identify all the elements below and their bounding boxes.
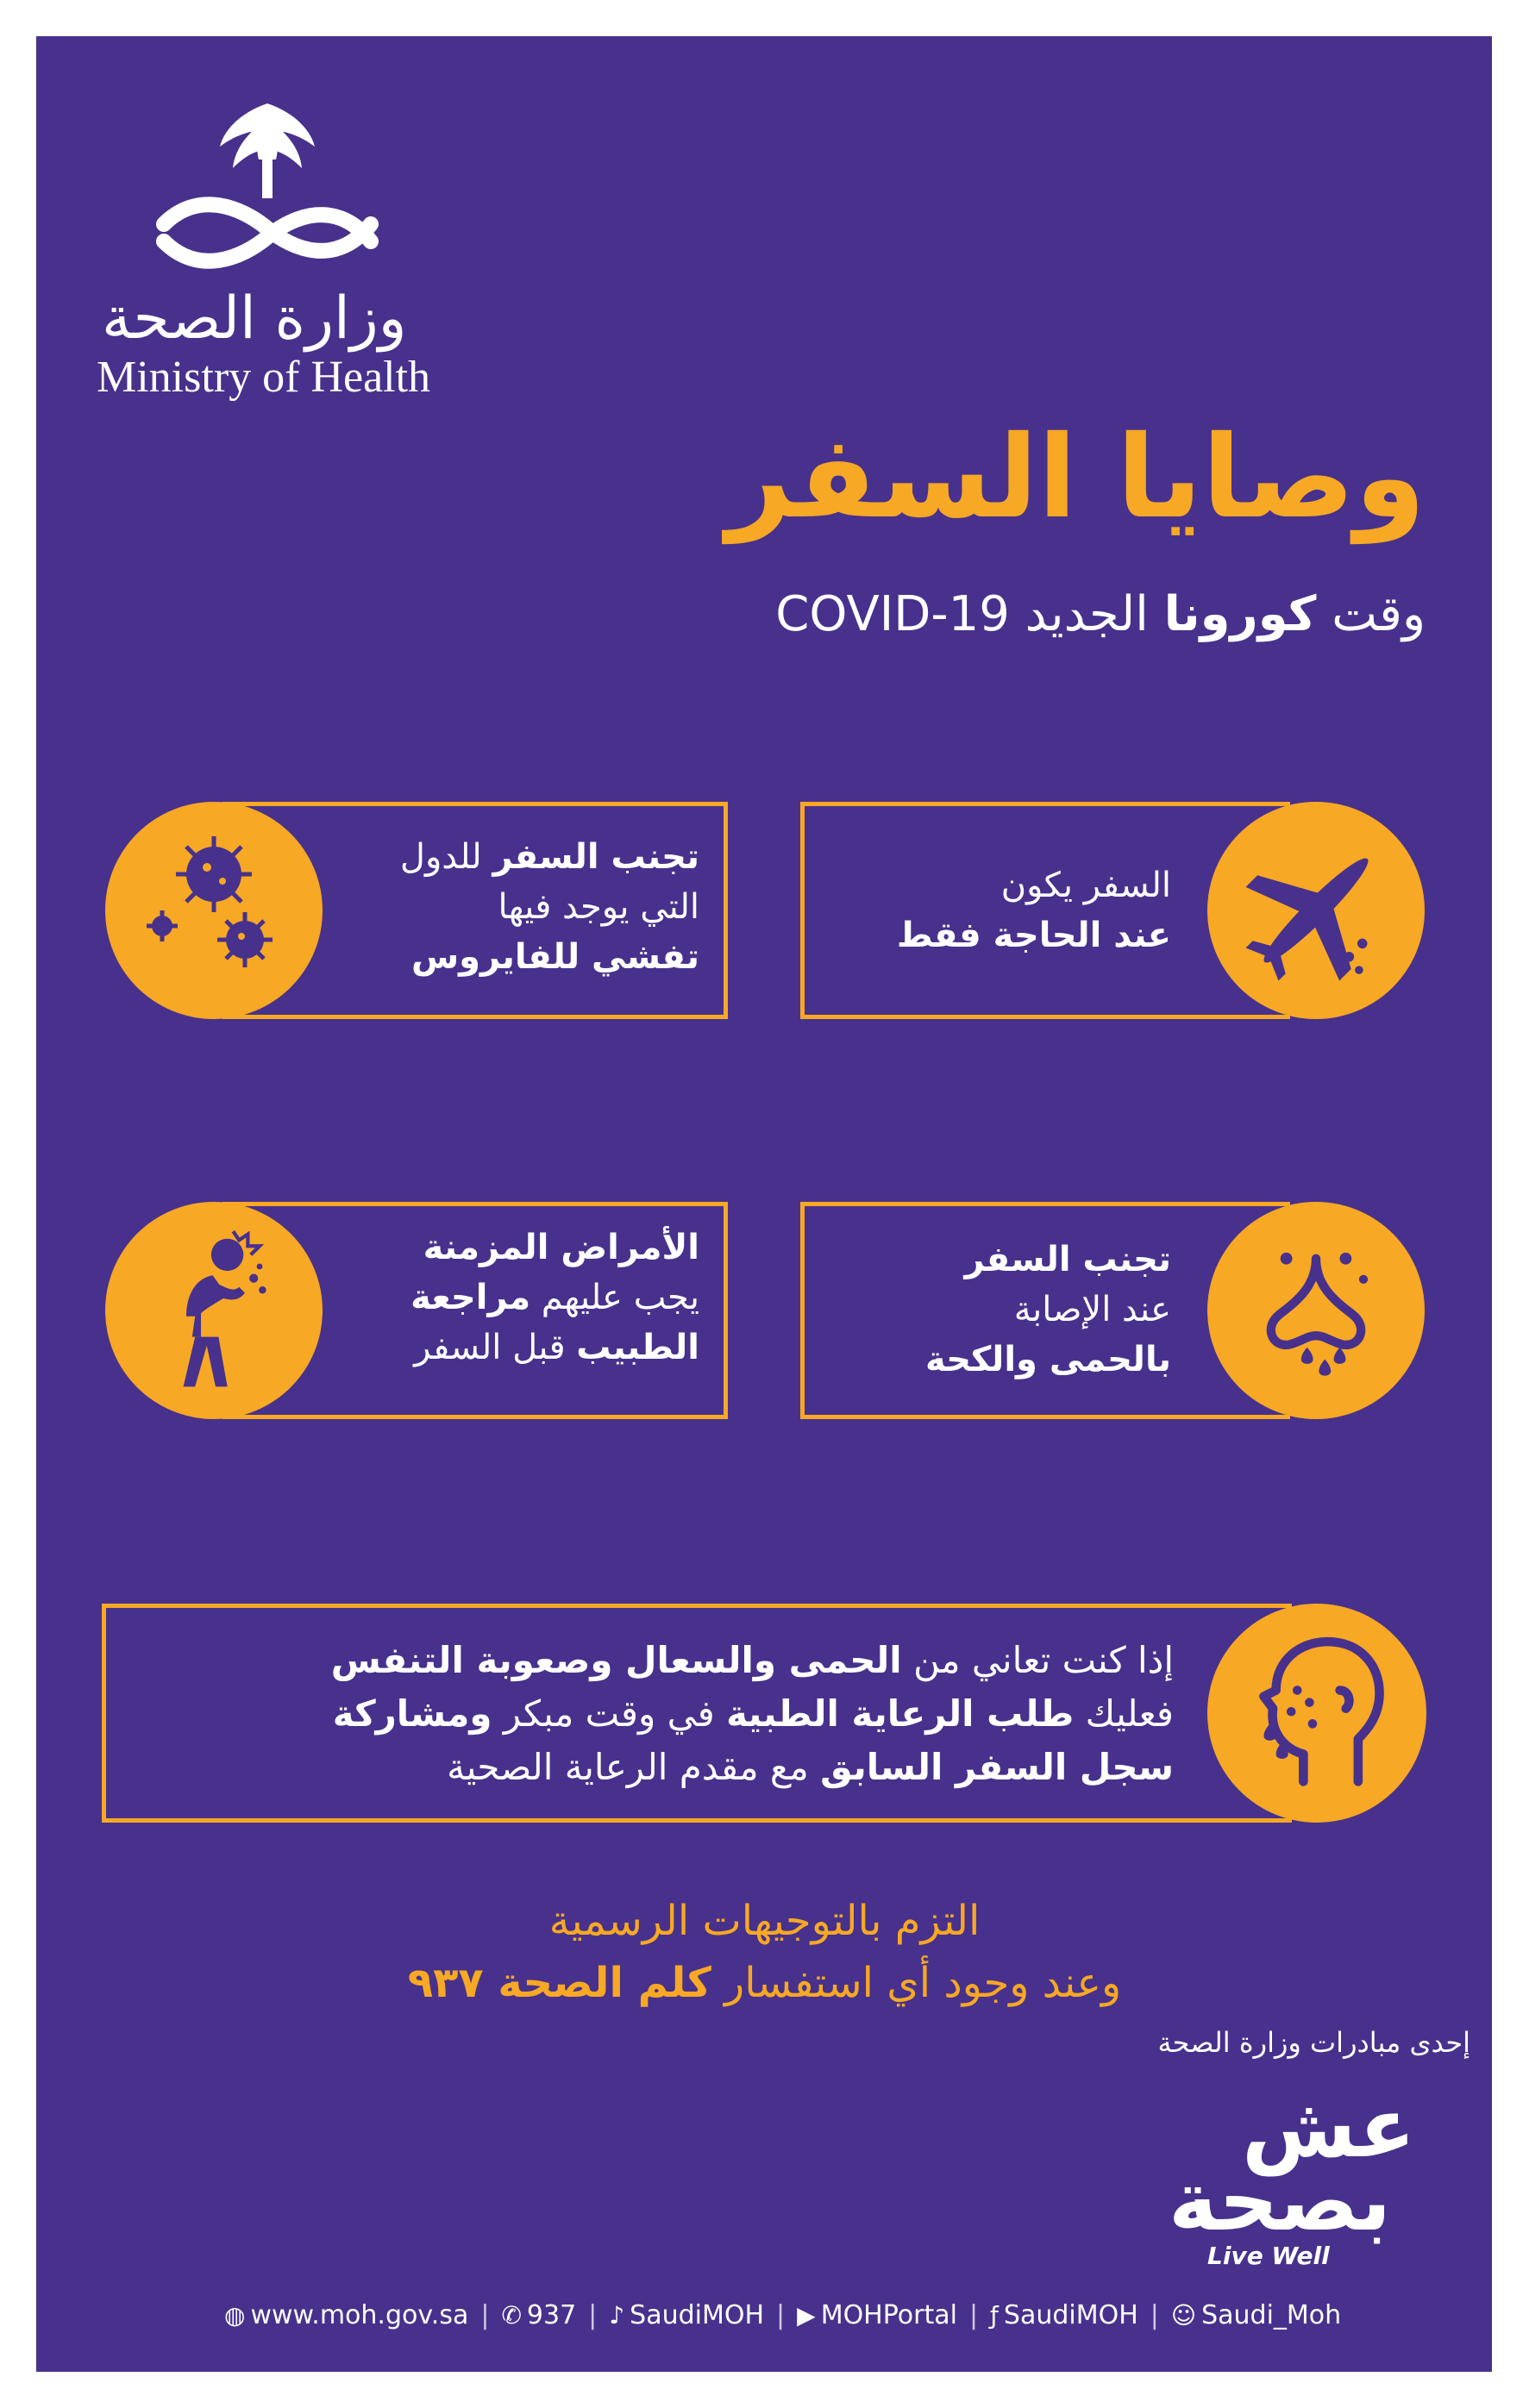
footer-snapchat[interactable]: Saudi_Moh xyxy=(1201,2300,1342,2330)
airplane-icon xyxy=(1233,828,1399,993)
sneezing-nose-icon xyxy=(1242,1229,1390,1392)
tip-chronic-line3-rest: قبل السفر xyxy=(414,1328,577,1367)
footer-twitter[interactable]: SaudiMOH xyxy=(630,2300,765,2330)
logo-arabic-name: وزارة الصحة xyxy=(102,285,407,353)
tip-symptoms-line3-b: مع مقدم الرعاية الصحية xyxy=(447,1746,821,1788)
footer-divider: | xyxy=(776,2300,786,2330)
footer-facebook[interactable]: SaudiMOH xyxy=(1003,2300,1138,2330)
livewell-ar-top: عش xyxy=(1242,2080,1416,2176)
tip-text-travel-need xyxy=(897,860,1171,960)
logo-english-name: Ministry of Health xyxy=(97,353,431,402)
tip-text-symptoms xyxy=(331,1634,1174,1794)
cta-line2-a: وعند وجود أي استفسار xyxy=(711,1959,1122,2007)
footer-divider: | xyxy=(968,2300,979,2330)
coughing-head-icon xyxy=(1242,1629,1395,1797)
subtitle-before: وقت xyxy=(1316,586,1426,642)
snapchat-icon: ☺ xyxy=(1170,2301,1197,2330)
tip-avoid-outbreak-line3: تفشي للفايروس xyxy=(410,937,699,977)
tip-symptoms-line1-a: إذا كنت تعاني من xyxy=(901,1639,1174,1681)
tip-chronic-line3-bold: الطبيب xyxy=(576,1328,699,1367)
tip-text-avoid-outbreak xyxy=(400,832,699,982)
tip-text-chronic xyxy=(410,1223,699,1373)
tip-symptoms-line2-d: ومشاركة xyxy=(332,1692,492,1735)
livewell-en: Live Well xyxy=(1207,2242,1330,2270)
tip-symptoms-line2-b: طلب الرعاية الطبية xyxy=(726,1692,1075,1735)
tip-chronic-line2-rest: يجب عليهم xyxy=(530,1278,699,1317)
tip-fever-cold-line1: تجنب السفر xyxy=(964,1240,1171,1279)
footer-phone[interactable]: 937 xyxy=(526,2300,577,2330)
tip-travel-need-line1: السفر يكون xyxy=(1000,866,1171,905)
subtitle-bold: كورونا xyxy=(1163,586,1317,642)
footer-divider: | xyxy=(588,2300,598,2330)
tip-travel-need-line2: عند الحاجة فقط xyxy=(896,916,1171,955)
phone-icon: ✆ xyxy=(501,2301,522,2330)
tip-text-fever-cold xyxy=(925,1235,1171,1385)
cta-line2 xyxy=(0,1959,1529,2007)
tip-symptoms-line1-b: الحمى والسعال وصعوبة التنفس xyxy=(330,1639,902,1681)
cta-hotline: كلم الصحة ٩٣٧ xyxy=(407,1959,711,2007)
page-subtitle xyxy=(775,586,1426,642)
footer-divider: | xyxy=(1150,2300,1159,2330)
virus-icon xyxy=(128,819,300,991)
footer-divider: | xyxy=(480,2300,490,2330)
initiative-text: إحدى مبادرات وزارة الصحة xyxy=(1157,2026,1470,2059)
moh-logo-icon xyxy=(138,95,397,276)
tip-symptoms-line2-c: في وقت مبكر xyxy=(492,1692,727,1735)
tip-symptoms-line3-a: سجل السفر السابق xyxy=(820,1746,1174,1788)
footer-website[interactable]: www.moh.gov.sa xyxy=(250,2300,469,2330)
cta-line1: التزم بالتوجيهات الرسمية xyxy=(548,1897,981,1945)
tip-avoid-outbreak-rest: للدول xyxy=(399,837,493,877)
footer-contacts xyxy=(224,2300,1341,2330)
twitter-icon: ♪ xyxy=(609,2301,625,2330)
livewell-ar-bottom: بصحة xyxy=(1169,2153,1392,2249)
page-title: وصايا السفر xyxy=(726,411,1426,544)
tip-fever-cold-line2: عند الإصابة xyxy=(1013,1290,1171,1329)
tip-chronic-line2-bold: مراجعة xyxy=(410,1278,531,1317)
footer-youtube[interactable]: MOHPortal xyxy=(820,2300,957,2330)
tip-avoid-outbreak-bold: تجنب السفر xyxy=(492,837,699,877)
sick-person-icon xyxy=(142,1220,289,1401)
tip-symptoms-line2-a: فعليك xyxy=(1074,1692,1174,1735)
subtitle-after: الجديد COVID-19 xyxy=(775,586,1164,642)
tip-avoid-outbreak-line2: التي يوجد فيها xyxy=(498,887,699,927)
globe-icon: ◍ xyxy=(224,2301,246,2330)
tip-chronic-line1: الأمراض المزمنة xyxy=(423,1228,699,1267)
facebook-icon: ƒ xyxy=(990,2301,999,2330)
youtube-icon: ▶ xyxy=(797,2301,816,2330)
tip-fever-cold-line3: بالحمى والكحة xyxy=(924,1340,1171,1379)
